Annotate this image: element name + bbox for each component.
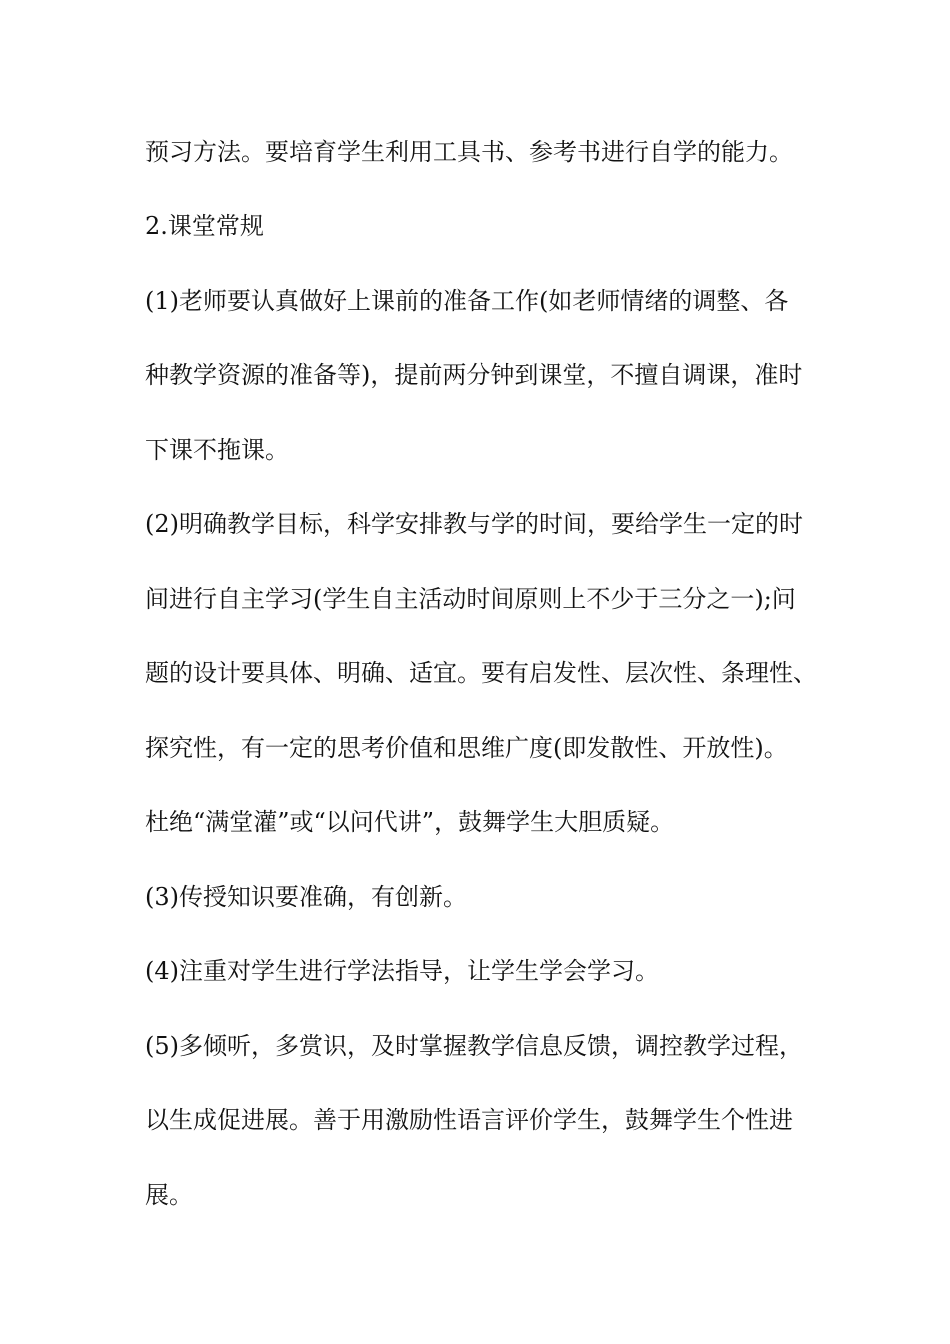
text-line: (1)老师要认真做好上课前的准备工作(如老师情绪的调整、各: [145, 287, 789, 315]
text-line: 种教学资源的准备等)，提前两分钟到课堂，不擅自调课，准时: [145, 361, 803, 389]
text-line: 下课不拖课。: [145, 436, 289, 464]
text-line: 间进行自主学习(学生自主活动时间原则上不少于三分之一);问: [145, 585, 796, 613]
text-line: 预习方法。要培育学生利用工具书、参考书进行自学的能力。: [145, 138, 793, 166]
text-line: (5)多倾听，多赏识，及时掌握教学信息反馈，调控教学过程，: [145, 1032, 803, 1060]
text-line: (2)明确教学目标，科学安排教与学的时间，要给学生一定的时: [145, 510, 803, 538]
text-line: (3)传授知识要准确，有创新。: [145, 883, 467, 911]
text-line: (4)注重对学生进行学法指导，让学生学会学习。: [145, 957, 659, 985]
text-line: 探究性，有一定的思考价值和思维广度(即发散性、开放性)。: [145, 734, 788, 762]
text-line: 展。: [145, 1181, 193, 1209]
section-heading: 2.课堂常规: [145, 212, 264, 240]
text-line: 题的设计要具体、明确、适宜。要有启发性、层次性、条理性、: [145, 659, 817, 687]
text-line: 杜绝“满堂灌”或“以问代讲”，鼓舞学生大胆质疑。: [145, 808, 675, 836]
text-line: 以生成促进展。善于用激励性语言评价学生，鼓舞学生个性进: [145, 1106, 793, 1134]
